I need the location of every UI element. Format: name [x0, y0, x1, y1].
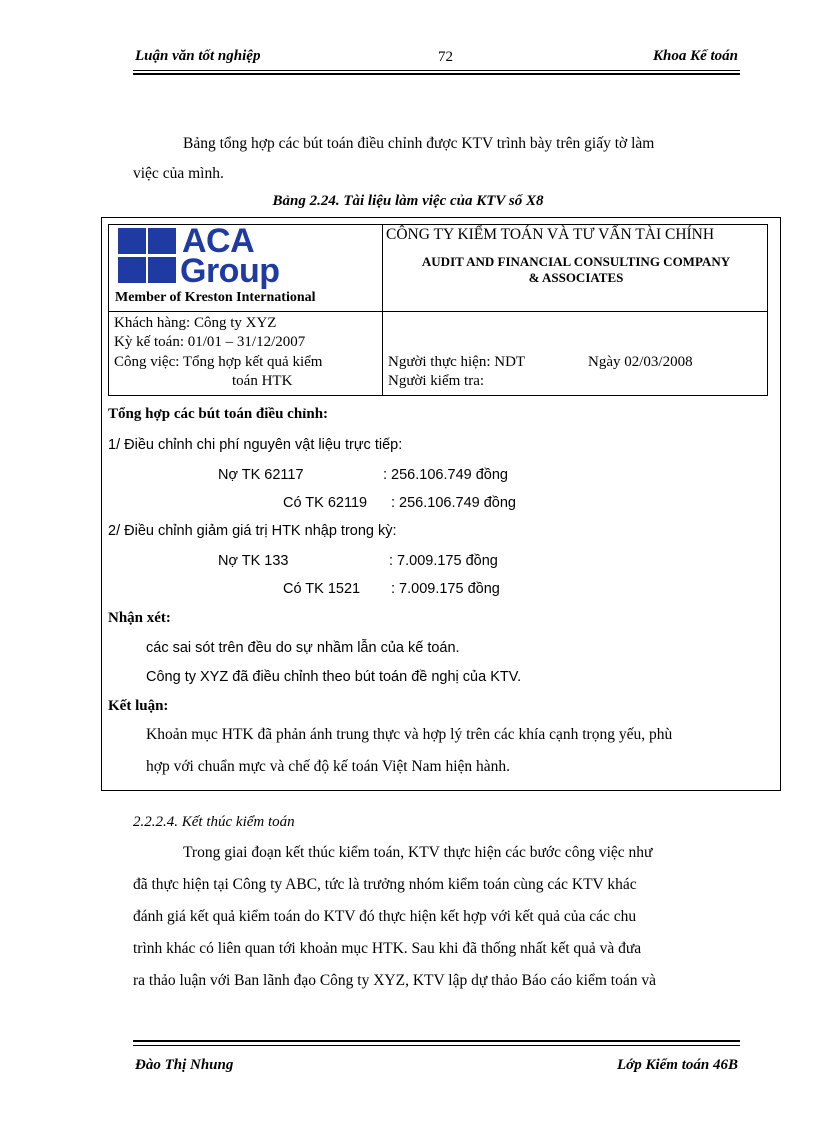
- item2-credit-account: Có TK 1521: [283, 581, 361, 597]
- header-rule-thin: [133, 70, 740, 71]
- header-left: Luận văn tốt nghiệp: [135, 48, 261, 64]
- section-line-3: đánh giá kết quả kiểm toán do KTV đó thực hiện kết hợp với kết quả của các chu: [133, 908, 637, 925]
- company-name-vn: CÔNG TY KIỂM TOÁN VÀ TƯ VẤN TÀI CHÍNH: [386, 226, 715, 243]
- footer-rule-thin: [133, 1045, 740, 1046]
- footer-right: Lớp Kiểm toán 46B: [617, 1057, 738, 1073]
- item1-credit-account: Có TK 62119: [283, 495, 368, 511]
- conclusion-line-2: hợp với chuẩn mực và chế độ kế toán Việt Nam hiện hành.: [146, 758, 511, 775]
- intro-line-2: việc của mình.: [133, 165, 224, 182]
- conclusion-line-1: Khoản mục HTK đã phản ánh trung thực và hợp lý trên các khía cạnh trọng yếu, phù: [146, 726, 673, 743]
- item2-credit-amount: : 7.009.175 đồng: [391, 581, 500, 597]
- logo-text-aca: ACA: [182, 222, 255, 260]
- remarks-line-2: Công ty XYZ đã điều chỉnh theo bút toán đề nghị của KTV.: [146, 669, 522, 685]
- header-box-divider-horizontal: [108, 311, 768, 312]
- item2-debit-amount: : 7.009.175 đồng: [389, 553, 498, 569]
- intro-line-1: Bảng tổng hợp các bút toán điều chỉnh được KTV trình bày trên giấy tờ làm: [183, 135, 655, 152]
- section-heading: 2.2.2.4. Kết thúc kiểm toán: [133, 814, 295, 830]
- reviewer: Người kiểm tra:: [388, 373, 485, 389]
- header-rule-thick: [133, 73, 740, 75]
- header-right: Khoa Kế toán: [652, 48, 738, 64]
- item2-title: 2/ Điều chỉnh giảm giá trị HTK nhập trong kỳ:: [108, 523, 397, 539]
- item1-title: 1/ Điều chỉnh chi phí nguyên vật liệu trực tiếp:: [108, 437, 403, 453]
- client-name: Khách hàng: Công ty XYZ: [114, 315, 277, 331]
- date: Ngày 02/03/2008: [588, 354, 693, 370]
- header-box-divider-vertical: [382, 224, 383, 396]
- conclusion-title: Kết luận:: [108, 698, 169, 714]
- section-line-5: ra thảo luận với Ban lãnh đạo Công ty XYZ, KTV lập dự thảo Báo cáo kiểm toán và: [133, 972, 656, 989]
- item1-credit-amount: : 256.106.749 đồng: [391, 495, 516, 511]
- table-caption: Bảng 2.24. Tài liệu làm việc của KTV số X8: [272, 193, 544, 209]
- remarks-line-1: các sai sót trên đều do sự nhầm lẫn của kế toán.: [146, 640, 460, 656]
- item2-debit-account: Nợ TK 133: [218, 553, 289, 569]
- company-name-en-1: AUDIT AND FINANCIAL CONSULTING COMPANY: [421, 254, 731, 269]
- task-line-2: toán HTK: [232, 373, 293, 389]
- performer: Người thực hiện: NDT: [388, 354, 526, 370]
- footer-left: Đào Thị Nhung: [135, 1057, 234, 1073]
- summary-title: Tổng hợp các bút toán điều chỉnh:: [108, 406, 329, 422]
- logo-text-group: Group: [180, 252, 280, 290]
- page-number: 72: [438, 49, 453, 65]
- accounting-period: Kỳ kế toán: 01/01 – 31/12/2007: [114, 334, 306, 350]
- item1-debit-account: Nợ TK 62117: [218, 467, 304, 483]
- task-line-1: Công việc: Tổng hợp kết quả kiểm: [114, 354, 323, 370]
- footer-rule-thick: [133, 1040, 740, 1042]
- company-name-en-2: & ASSOCIATES: [528, 270, 624, 285]
- item1-debit-amount: : 256.106.749 đồng: [383, 467, 508, 483]
- section-line-1: Trong giai đoạn kết thúc kiểm toán, KTV thực hiện các bước công việc như: [183, 844, 653, 861]
- section-line-4: trình khác có liên quan tới khoản mục HTK. Sau khi đã thống nhất kết quả và đưa: [133, 940, 642, 957]
- logo-member-text: Member of Kreston International: [115, 290, 316, 305]
- section-line-2: đã thực hiện tại Công ty ABC, tức là trưởng nhóm kiểm toán cùng các KTV khác: [133, 876, 637, 893]
- remarks-title: Nhận xét:: [108, 610, 171, 626]
